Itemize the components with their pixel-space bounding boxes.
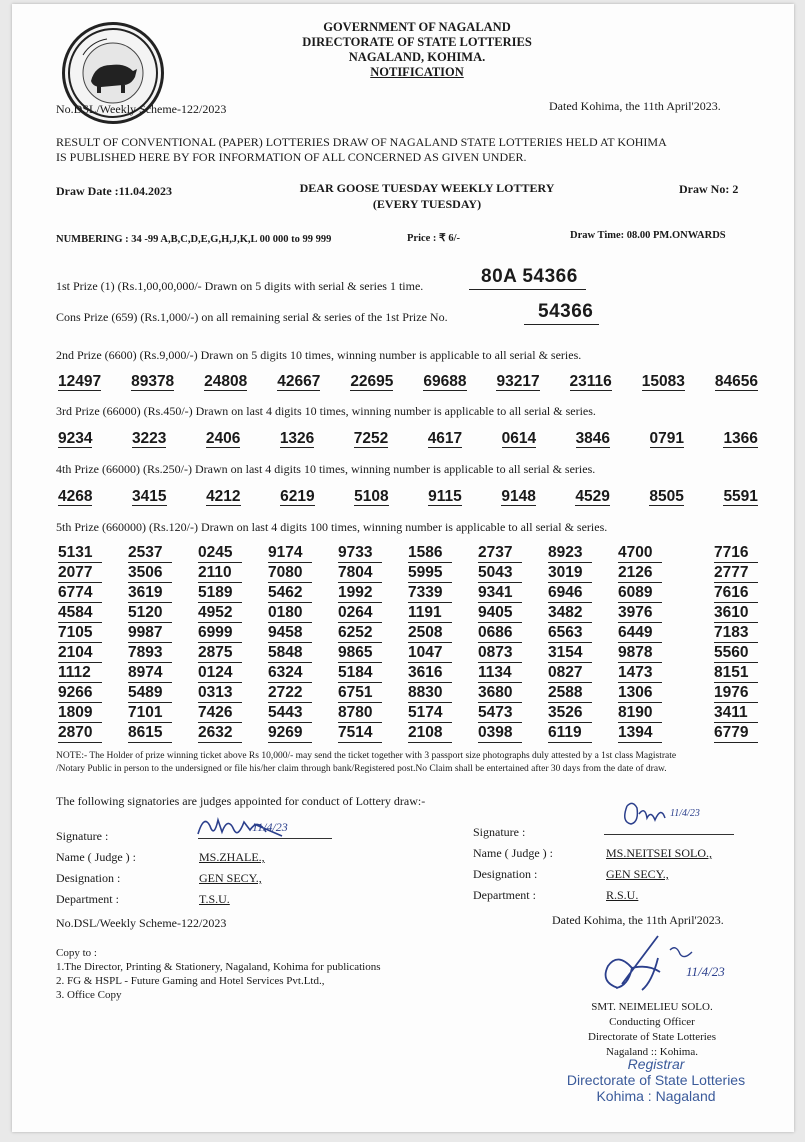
- fifth-prize-number: 9878: [618, 644, 662, 663]
- fifth-prize-number: 6324: [268, 664, 312, 683]
- department-label: Department :: [473, 888, 536, 902]
- fifth-prize-number: 5848: [268, 644, 312, 663]
- fifth-prize-number: 4700: [618, 544, 662, 563]
- fourth-prize-number: 9148: [501, 488, 536, 505]
- second-prize-number: 24808: [204, 373, 248, 390]
- intro-line-1: RESULT OF CONVENTIONAL (PAPER) LOTTERIES DRAW OF NAGALAND STATE LOTTERIES HELD AT KOHIMA: [56, 135, 667, 149]
- copy-to-heading: Copy to :: [56, 947, 97, 959]
- second-prize-numbers: [58, 373, 758, 391]
- fourth-prize-number: 4268: [58, 488, 93, 505]
- first-prize-number: 80A 54366: [469, 266, 586, 290]
- fifth-prize-number: 3411: [714, 704, 758, 723]
- fifth-prize-number: 5489: [128, 684, 172, 703]
- intro-paragraph: [56, 135, 756, 165]
- fourth-prize-number: 8505: [649, 488, 684, 505]
- second-prize-number: 89378: [131, 373, 175, 390]
- government-name: GOVERNMENT OF NAGALAND: [323, 20, 511, 34]
- judge-1-designation: GEN SECY.,: [199, 871, 262, 885]
- fifth-prize-number: 5995: [408, 564, 452, 583]
- fifth-prize-number: 3680: [478, 684, 522, 703]
- fifth-prize-number: 9865: [338, 644, 382, 663]
- fifth-prize-number: 7893: [128, 644, 172, 663]
- fourth-prize-number: 4529: [575, 488, 610, 505]
- fifth-prize-number: 8830: [408, 684, 452, 703]
- fifth-prize-number: 0180: [268, 604, 312, 623]
- copy-to-item: 2. FG & HSPL - Future Gaming and Hotel Services Pvt.Ltd.,: [56, 975, 325, 987]
- fifth-prize-number: 0313: [198, 684, 242, 703]
- fifth-prize-number: 3526: [548, 704, 592, 723]
- second-prize-number: 84656: [714, 373, 758, 390]
- location: NAGALAND, KOHIMA.: [348, 50, 486, 64]
- fifth-prize-number: 0873: [478, 644, 522, 663]
- fifth-prize-number: 5184: [338, 664, 382, 683]
- second-prize-number: 22695: [350, 373, 394, 390]
- note-line-1: NOTE:- The Holder of prize winning ticket above Rs 10,000/- may send the ticket together with 3 passport size photographs duly attested by a 1st class Magistrate: [56, 751, 677, 761]
- fifth-prize-number: 2588: [548, 684, 592, 703]
- judge-2-signature-date: 11/4/23: [670, 808, 700, 819]
- second-prize-number: 12497: [58, 373, 102, 390]
- judge-1-signature-date: 11/4/23: [252, 820, 288, 834]
- prize-claim-note: [56, 750, 776, 776]
- fifth-prize-number: 9458: [268, 624, 312, 643]
- fifth-prize-number: 1112: [58, 664, 102, 683]
- officer-directorate: Directorate of State Lotteries: [588, 1031, 716, 1043]
- fifth-prize-number: 6751: [338, 684, 382, 703]
- fourth-prize-number: 5108: [354, 488, 389, 505]
- fifth-prize-label: 5th Prize (660000) (Rs.120/-) Drawn on last 4 digits 100 times, winning number is applicable to all serial & series.: [56, 520, 608, 534]
- fourth-prize-number: 4212: [206, 488, 241, 505]
- fifth-prize-number: 3482: [548, 604, 592, 623]
- fifth-prize-number: 1586: [408, 544, 452, 563]
- ticket-price: Price : ₹ 6/-: [407, 233, 461, 244]
- fourth-prize-number: 9115: [428, 488, 462, 505]
- fifth-prize-number: 5043: [478, 564, 522, 583]
- fifth-prize-number: 7426: [198, 704, 242, 723]
- fifth-prize-number: 7080: [268, 564, 312, 583]
- designation-label: Designation :: [56, 871, 121, 885]
- fifth-prize-number: 2737: [478, 544, 522, 563]
- fifth-prize-number: 7101: [128, 704, 172, 723]
- fifth-prize-number: 6252: [338, 624, 382, 643]
- dated-line: Dated Kohima, the 11th April'2023.: [549, 99, 721, 113]
- fifth-prize-number: 6119: [548, 724, 592, 743]
- fifth-prize-number: 2104: [58, 644, 102, 663]
- notification-title: NOTIFICATION: [370, 65, 464, 79]
- third-prize-number: 1326: [279, 430, 315, 447]
- fourth-prize-numbers: [58, 488, 758, 506]
- fifth-prize-number: 9174: [268, 544, 312, 563]
- stamp-line-1: Registrar: [627, 1056, 685, 1072]
- fifth-prize-number: 3616: [408, 664, 452, 683]
- second-prize-number: 93217: [496, 373, 540, 390]
- third-prize-number: 9234: [58, 430, 93, 447]
- fifth-prize-number: 5443: [268, 704, 312, 723]
- fourth-prize-number: 3415: [132, 488, 167, 505]
- lottery-name: DEAR GOOSE TUESDAY WEEKLY LOTTERY: [299, 181, 555, 195]
- fifth-prize-number: 1394: [618, 724, 662, 743]
- name-label: Name ( Judge ) :: [56, 850, 136, 864]
- conducting-officer-signature-date: 11/4/23: [686, 964, 725, 979]
- first-prize-label: 1st Prize (1) (Rs.1,00,00,000/- Drawn on 5 digits with serial & series 1 time.: [56, 279, 424, 293]
- intro-line-2: IS PUBLISHED HERE BY FOR INFORMATION OF ALL CONCERNED AS GIVEN UNDER.: [56, 150, 527, 164]
- third-prize-number: 0791: [649, 430, 684, 447]
- designation-label: Designation :: [473, 867, 538, 881]
- stamp-line-3: Kohima : Nagaland: [596, 1088, 716, 1104]
- judge-1-details: [199, 847, 265, 910]
- fifth-prize-number: 1134: [478, 664, 522, 683]
- third-prize-numbers: [58, 430, 758, 448]
- second-prize-number: 42667: [277, 373, 321, 390]
- fifth-prize-number: 8190: [618, 704, 662, 723]
- third-prize-number: 2406: [205, 430, 241, 447]
- note-line-2: /Notary Public in person to the undersigned or file his/her claim through bank/Registered post.No Claim shall be entertained after 30 days from the date of draw.: [56, 764, 667, 774]
- fifth-prize-number: 8974: [128, 664, 172, 683]
- fifth-prize-number: 8923: [548, 544, 592, 563]
- judge-2-signature-line: [604, 834, 734, 835]
- fifth-prize-number: 0686: [478, 624, 522, 643]
- fifth-prize-number: 6946: [548, 584, 592, 603]
- fifth-prize-number: 5120: [128, 604, 172, 623]
- fifth-prize-number: 9733: [338, 544, 382, 563]
- fifth-prize-number: 7514: [338, 724, 382, 743]
- second-prize-number: 23116: [569, 373, 612, 390]
- fifth-prize-number: 2077: [58, 564, 102, 583]
- fifth-prize-number: 2870: [58, 724, 102, 743]
- fifth-prize-number: 5131: [58, 544, 102, 563]
- fifth-prize-number: 7183: [714, 624, 758, 643]
- letterhead: [232, 20, 602, 80]
- fifth-prize-number: 3019: [548, 564, 592, 583]
- third-prize-number: 3846: [575, 430, 611, 447]
- fifth-prize-number: 6779: [714, 724, 758, 743]
- fifth-prize-number: 8780: [338, 704, 382, 723]
- numbering-info: NUMBERING : 34 -99 A,B,C,D,E,G,H,J,K,L 00 000 to 99 999: [56, 234, 332, 245]
- judge-1-department: T.S.U.: [199, 892, 230, 906]
- department-label: Department :: [56, 892, 119, 906]
- fifth-prize-number: 4584: [58, 604, 102, 623]
- fifth-prize-number: 1047: [408, 644, 452, 663]
- fifth-prize-number: 6089: [618, 584, 662, 603]
- judge-2-labels: [473, 822, 553, 906]
- fifth-prize-number: 2777: [714, 564, 758, 583]
- judge-2-department: R.S.U.: [606, 888, 639, 902]
- reference-number-footer: No.DSL/Weekly Scheme-122/2023: [56, 916, 227, 930]
- fifth-prize-number: 7339: [408, 584, 452, 603]
- fifth-prize-number: 5473: [478, 704, 522, 723]
- fifth-prize-number: 1976: [714, 684, 758, 703]
- fifth-prize-number: 3610: [714, 604, 758, 623]
- copy-to-list: [56, 946, 381, 1002]
- fifth-prize-number: 6449: [618, 624, 662, 643]
- third-prize-number: 0614: [501, 430, 537, 447]
- cons-prize-number: 54366: [524, 301, 599, 325]
- third-prize-number: 3223: [131, 430, 167, 447]
- second-prize-label: 2nd Prize (6600) (Rs.9,000/-) Drawn on 5 digits 10 times, winning number is applicable to all serial & series.: [56, 348, 582, 362]
- judge-2-designation: GEN SECY.,: [606, 867, 669, 881]
- fifth-prize-number: 2126: [618, 564, 662, 583]
- fifth-prize-number: 3976: [618, 604, 662, 623]
- judge-2-details: [606, 843, 712, 906]
- fifth-prize-number: 9266: [58, 684, 102, 703]
- draw-number: Draw No: 2: [679, 182, 739, 196]
- fifth-prize-number: 6999: [198, 624, 242, 643]
- fifth-prize-number: 1473: [618, 664, 662, 683]
- fifth-prize-number: 7716: [714, 544, 758, 563]
- fifth-prize-number: 9987: [128, 624, 172, 643]
- cons-prize-label: Cons Prize (659) (Rs.1,000/-) on all remaining serial & series of the 1st Prize No.: [56, 310, 448, 324]
- officer-location: Nagaland :: Kohima.: [606, 1046, 698, 1058]
- directorate-name: DIRECTORATE OF STATE LOTTERIES: [302, 35, 532, 49]
- fifth-prize-number: 1809: [58, 704, 102, 723]
- copy-to-item: 1.The Director, Printing & Stationery, Nagaland, Kohima for publications: [56, 961, 381, 973]
- fifth-prize-number: 1992: [338, 584, 382, 603]
- fifth-prize-number: 2722: [268, 684, 312, 703]
- officer-name: SMT. NEIMELIEU SOLO.: [591, 1001, 713, 1013]
- signature-label: Signature :: [56, 829, 109, 843]
- fifth-prize-number: 0827: [548, 664, 592, 683]
- fifth-prize-number: 3506: [128, 564, 172, 583]
- fifth-prize-number: 9341: [478, 584, 522, 603]
- signature-label: Signature :: [473, 825, 526, 839]
- officer-title: Conducting Officer: [609, 1016, 695, 1028]
- fifth-prize-numbers: [58, 544, 758, 744]
- stamp-line-2: Directorate of State Lotteries: [566, 1072, 746, 1088]
- fifth-prize-number: 3154: [548, 644, 592, 663]
- second-prize-number: 69688: [423, 373, 467, 390]
- fifth-prize-number: 7105: [58, 624, 102, 643]
- lottery-frequency: (EVERY TUESDAY): [372, 197, 482, 211]
- fifth-prize-number: 0264: [338, 604, 382, 623]
- judge-2-name: MS.NEITSEI SOLO.,: [606, 846, 713, 860]
- copy-to-item: 3. Office Copy: [56, 989, 122, 1001]
- fifth-prize-number: 5174: [408, 704, 452, 723]
- conducting-officer-block: [552, 1000, 752, 1060]
- conducting-officer-signature: [588, 928, 698, 1004]
- lottery-result-notification: [12, 4, 794, 1132]
- fifth-prize-number: 5189: [198, 584, 242, 603]
- fourth-prize-label: 4th Prize (66000) (Rs.250/-) Drawn on last 4 digits 10 times, winning number is applicable to all serial & series.: [56, 462, 596, 476]
- fifth-prize-number: 5462: [268, 584, 312, 603]
- fourth-prize-number: 5591: [723, 488, 758, 505]
- fifth-prize-number: 2875: [198, 644, 242, 663]
- fifth-prize-number: 8151: [714, 664, 758, 683]
- fifth-prize-number: 2632: [198, 724, 242, 743]
- fifth-prize-number: 9269: [268, 724, 312, 743]
- fifth-prize-number: 0124: [198, 664, 242, 683]
- fifth-prize-number: 1191: [408, 604, 452, 623]
- reference-number: No.DSL/Weekly Scheme-122/2023: [56, 102, 227, 116]
- draw-time: Draw Time: 08.00 PM.ONWARDS: [570, 230, 726, 241]
- fifth-prize-number: 2110: [198, 564, 242, 583]
- fifth-prize-number: 7804: [338, 564, 382, 583]
- third-prize-number: 1366: [723, 430, 758, 447]
- fifth-prize-number: 7616: [714, 584, 758, 603]
- fifth-prize-number: 9405: [478, 604, 522, 623]
- third-prize-number: 7252: [353, 430, 389, 447]
- judge-1-name: MS.ZHALE.,: [199, 850, 265, 864]
- lottery-title: [272, 180, 582, 212]
- signatories-intro: The following signatories are judges appointed for conduct of Lottery draw:-: [56, 794, 426, 808]
- fifth-prize-number: 0245: [198, 544, 242, 563]
- draw-date: Draw Date :11.04.2023: [56, 184, 172, 198]
- fourth-prize-number: 6219: [280, 488, 315, 505]
- judge-1-labels: [56, 826, 136, 910]
- fifth-prize-number: 4952: [198, 604, 242, 623]
- fifth-prize-number: 8615: [128, 724, 172, 743]
- third-prize-label: 3rd Prize (66000) (Rs.450/-) Drawn on last 4 digits 10 times, winning number is applicable to all serial & series.: [56, 404, 596, 418]
- third-prize-number: 4617: [427, 430, 463, 447]
- dated-line-footer: Dated Kohima, the 11th April'2023.: [552, 913, 724, 927]
- fifth-prize-number: 1306: [618, 684, 662, 703]
- second-prize-number: 15083: [641, 373, 685, 390]
- fifth-prize-number: 5560: [714, 644, 758, 663]
- name-label: Name ( Judge ) :: [473, 846, 553, 860]
- fifth-prize-number: 2508: [408, 624, 452, 643]
- fifth-prize-number: 2108: [408, 724, 452, 743]
- fifth-prize-number: 2537: [128, 544, 172, 563]
- fifth-prize-number: 0398: [478, 724, 522, 743]
- fifth-prize-number: 6563: [548, 624, 592, 643]
- fifth-prize-number: 3619: [128, 584, 172, 603]
- registrar-stamp: [546, 1056, 766, 1104]
- fifth-prize-number: 6774: [58, 584, 102, 603]
